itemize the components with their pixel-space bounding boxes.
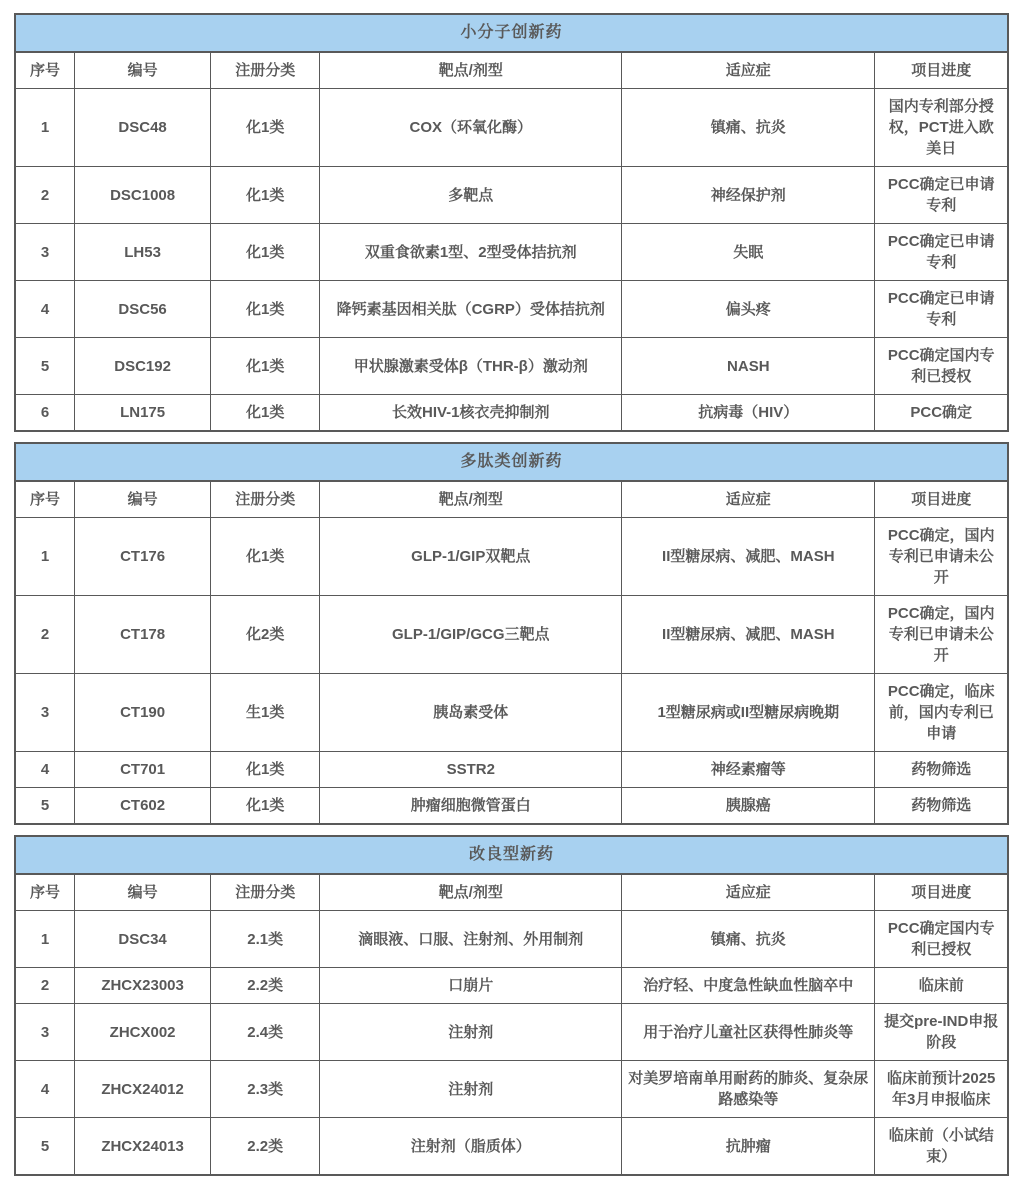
column-header-indication: 适应症 <box>622 481 875 518</box>
cell-code: CT602 <box>75 788 211 825</box>
cell-target-dosage: 注射剂 <box>320 1061 622 1118</box>
cell-progress: PCC确定国内专利已授权 <box>875 911 1008 968</box>
cell-progress: 药物筛选 <box>875 788 1008 825</box>
data-table <box>14 873 1009 1176</box>
column-header-progress: 项目进度 <box>875 481 1008 518</box>
column-header-code: 编号 <box>75 52 211 89</box>
cell-indication: 偏头疼 <box>622 281 875 338</box>
cell-target-dosage: 多靶点 <box>320 167 622 224</box>
cell-target-dosage: 降钙素基因相关肽（CGRP）受体拮抗剂 <box>320 281 622 338</box>
cell-progress: 临床前（小试结束） <box>875 1118 1008 1176</box>
column-header-target-dosage: 靶点/剂型 <box>320 874 622 911</box>
table-body <box>15 89 1008 432</box>
cell-index: 5 <box>15 338 75 395</box>
header-row <box>15 874 1008 911</box>
cell-reg-class: 2.3类 <box>211 1061 320 1118</box>
cell-index: 5 <box>15 1118 75 1176</box>
cell-target-dosage: GLP-1/GIP双靶点 <box>320 518 622 596</box>
cell-target-dosage: 滴眼液、口服、注射剂、外用制剂 <box>320 911 622 968</box>
cell-reg-class: 化1类 <box>211 89 320 167</box>
cell-index: 1 <box>15 518 75 596</box>
cell-index: 5 <box>15 788 75 825</box>
cell-indication: 神经素瘤等 <box>622 752 875 788</box>
table-row <box>15 968 1008 1004</box>
cell-index: 3 <box>15 224 75 281</box>
pipeline-table-1 <box>14 13 1009 432</box>
cell-indication: II型糖尿病、减肥、MASH <box>622 596 875 674</box>
column-header-code: 编号 <box>75 481 211 518</box>
cell-indication: 镇痛、抗炎 <box>622 89 875 167</box>
header-row <box>15 52 1008 89</box>
column-header-progress: 项目进度 <box>875 52 1008 89</box>
cell-index: 4 <box>15 752 75 788</box>
column-header-index: 序号 <box>15 481 75 518</box>
column-header-reg-class: 注册分类 <box>211 481 320 518</box>
cell-progress: PCC确定已申请专利 <box>875 224 1008 281</box>
cell-reg-class: 2.2类 <box>211 1118 320 1176</box>
cell-progress: PCC确定，国内专利已申请未公开 <box>875 518 1008 596</box>
column-header-indication: 适应症 <box>622 874 875 911</box>
cell-progress: PCC确定已申请专利 <box>875 167 1008 224</box>
column-header-indication: 适应症 <box>622 52 875 89</box>
column-header-reg-class: 注册分类 <box>211 874 320 911</box>
table-row <box>15 674 1008 752</box>
cell-reg-class: 化1类 <box>211 224 320 281</box>
cell-indication: 神经保护剂 <box>622 167 875 224</box>
cell-progress: PCC确定国内专利已授权 <box>875 338 1008 395</box>
cell-reg-class: 化1类 <box>211 518 320 596</box>
cell-reg-class: 化1类 <box>211 281 320 338</box>
cell-code: CT178 <box>75 596 211 674</box>
cell-target-dosage: 口崩片 <box>320 968 622 1004</box>
cell-index: 1 <box>15 911 75 968</box>
cell-indication: 治疗轻、中度急性缺血性脑卒中 <box>622 968 875 1004</box>
table-row <box>15 788 1008 825</box>
cell-index: 6 <box>15 395 75 432</box>
cell-index: 4 <box>15 1061 75 1118</box>
cell-progress: PCC确定，国内专利已申请未公开 <box>875 596 1008 674</box>
cell-progress: 临床前 <box>875 968 1008 1004</box>
cell-reg-class: 化1类 <box>211 752 320 788</box>
cell-progress: PCC确定已申请专利 <box>875 281 1008 338</box>
table-row <box>15 89 1008 167</box>
cell-code: ZHCX24012 <box>75 1061 211 1118</box>
table-row <box>15 395 1008 432</box>
table-row <box>15 281 1008 338</box>
cell-index: 1 <box>15 89 75 167</box>
cell-target-dosage: 胰岛素受体 <box>320 674 622 752</box>
cell-target-dosage: COX（环氧化酶） <box>320 89 622 167</box>
cell-progress: 药物筛选 <box>875 752 1008 788</box>
table-row <box>15 596 1008 674</box>
cell-indication: II型糖尿病、减肥、MASH <box>622 518 875 596</box>
table-row <box>15 1004 1008 1061</box>
table-title: 改良型新药 <box>14 835 1009 873</box>
cell-index: 3 <box>15 674 75 752</box>
cell-target-dosage: 长效HIV-1核衣壳抑制剂 <box>320 395 622 432</box>
cell-index: 3 <box>15 1004 75 1061</box>
cell-reg-class: 2.2类 <box>211 968 320 1004</box>
cell-index: 2 <box>15 968 75 1004</box>
column-header-reg-class: 注册分类 <box>211 52 320 89</box>
pipeline-table-3 <box>14 835 1009 1176</box>
cell-target-dosage: GLP-1/GIP/GCG三靶点 <box>320 596 622 674</box>
data-table <box>14 480 1009 825</box>
cell-progress: PCC确定 <box>875 395 1008 432</box>
cell-reg-class: 化1类 <box>211 338 320 395</box>
cell-indication: 对美罗培南单用耐药的肺炎、复杂尿路感染等 <box>622 1061 875 1118</box>
cell-progress: 临床前预计2025年3月申报临床 <box>875 1061 1008 1118</box>
cell-code: DSC48 <box>75 89 211 167</box>
cell-target-dosage: SSTR2 <box>320 752 622 788</box>
cell-code: CT176 <box>75 518 211 596</box>
table-title: 小分子创新药 <box>14 13 1009 51</box>
cell-code: LN175 <box>75 395 211 432</box>
cell-indication: NASH <box>622 338 875 395</box>
column-header-target-dosage: 靶点/剂型 <box>320 481 622 518</box>
table-row <box>15 911 1008 968</box>
cell-reg-class: 2.4类 <box>211 1004 320 1061</box>
cell-progress: 国内专利部分授权，PCT进入欧美日 <box>875 89 1008 167</box>
column-header-progress: 项目进度 <box>875 874 1008 911</box>
cell-index: 4 <box>15 281 75 338</box>
table-row <box>15 167 1008 224</box>
cell-code: DSC34 <box>75 911 211 968</box>
cell-code: ZHCX23003 <box>75 968 211 1004</box>
table-row <box>15 1118 1008 1176</box>
pipeline-table-2 <box>14 442 1009 825</box>
cell-reg-class: 化1类 <box>211 167 320 224</box>
cell-target-dosage: 注射剂（脂质体） <box>320 1118 622 1176</box>
cell-progress: 提交pre-IND申报阶段 <box>875 1004 1008 1061</box>
cell-indication: 抗病毒（HIV） <box>622 395 875 432</box>
table-body <box>15 911 1008 1176</box>
cell-index: 2 <box>15 596 75 674</box>
cell-target-dosage: 双重食欲素1型、2型受体拮抗剂 <box>320 224 622 281</box>
cell-reg-class: 化1类 <box>211 395 320 432</box>
table-row <box>15 224 1008 281</box>
table-row <box>15 338 1008 395</box>
data-table <box>14 51 1009 432</box>
column-header-code: 编号 <box>75 874 211 911</box>
cell-code: DSC56 <box>75 281 211 338</box>
table-body <box>15 518 1008 825</box>
cell-code: CT701 <box>75 752 211 788</box>
cell-indication: 用于治疗儿童社区获得性肺炎等 <box>622 1004 875 1061</box>
cell-index: 2 <box>15 167 75 224</box>
column-header-target-dosage: 靶点/剂型 <box>320 52 622 89</box>
cell-progress: PCC确定，临床前，国内专利已申请 <box>875 674 1008 752</box>
header-row <box>15 481 1008 518</box>
cell-code: DSC192 <box>75 338 211 395</box>
cell-reg-class: 化2类 <box>211 596 320 674</box>
cell-indication: 抗肿瘤 <box>622 1118 875 1176</box>
cell-indication: 镇痛、抗炎 <box>622 911 875 968</box>
cell-code: ZHCX24013 <box>75 1118 211 1176</box>
cell-code: DSC1008 <box>75 167 211 224</box>
pipeline-tables <box>14 13 1009 1176</box>
table-row <box>15 752 1008 788</box>
cell-target-dosage: 肿瘤细胞微管蛋白 <box>320 788 622 825</box>
cell-reg-class: 化1类 <box>211 788 320 825</box>
cell-target-dosage: 注射剂 <box>320 1004 622 1061</box>
cell-code: CT190 <box>75 674 211 752</box>
table-row <box>15 518 1008 596</box>
cell-reg-class: 生1类 <box>211 674 320 752</box>
table-row <box>15 1061 1008 1118</box>
column-header-index: 序号 <box>15 52 75 89</box>
cell-code: LH53 <box>75 224 211 281</box>
cell-indication: 失眠 <box>622 224 875 281</box>
cell-reg-class: 2.1类 <box>211 911 320 968</box>
column-header-index: 序号 <box>15 874 75 911</box>
cell-code: ZHCX002 <box>75 1004 211 1061</box>
cell-indication: 胰腺癌 <box>622 788 875 825</box>
cell-target-dosage: 甲状腺激素受体β（THR-β）激动剂 <box>320 338 622 395</box>
cell-indication: 1型糖尿病或II型糖尿病晚期 <box>622 674 875 752</box>
table-title: 多肽类创新药 <box>14 442 1009 480</box>
